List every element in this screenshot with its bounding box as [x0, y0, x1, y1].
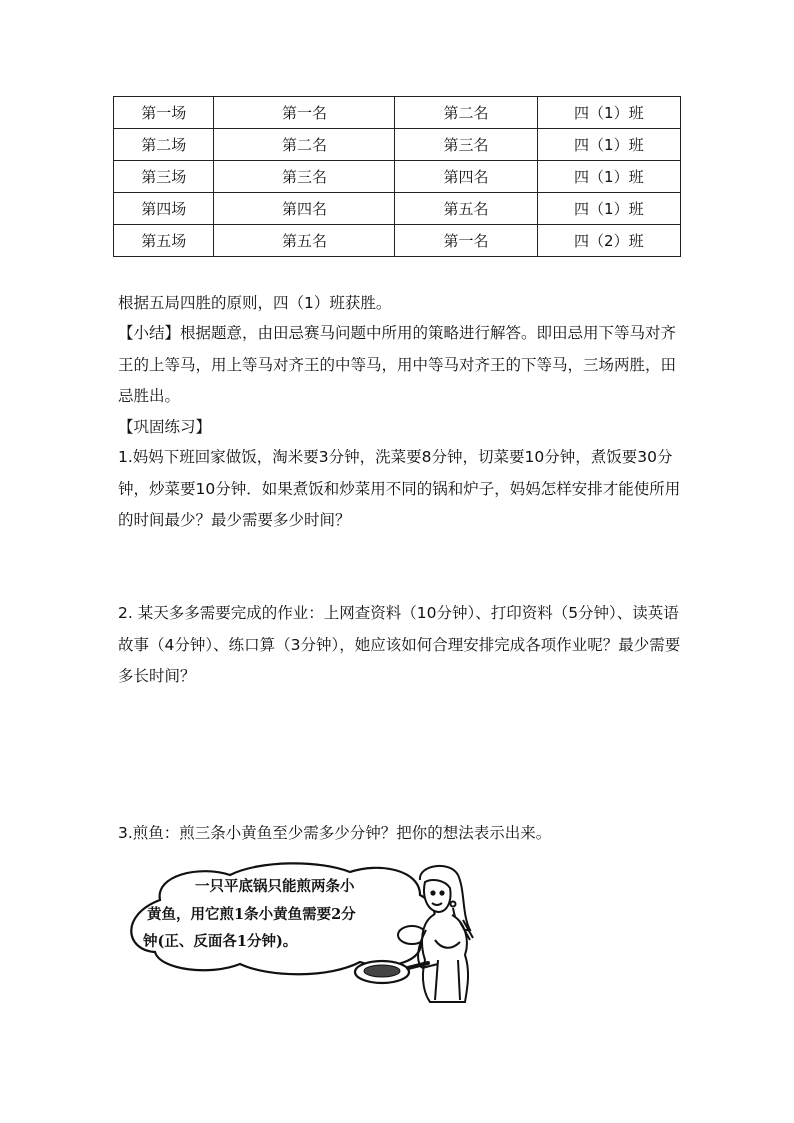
- bubble-line-3: 钟(正、反面各1分钟)。: [143, 933, 298, 950]
- table-row: [114, 225, 681, 257]
- question-1: 1.妈妈下班回家做饭，淘米要3分钟，洗菜要8分钟，切菜要10分钟，煮饭要30分钟，炒菜要10分钟．如果煮饭和炒菜用不同的锅和炉子，妈妈怎样安排才能使所用的时间最少？最少需要多少时间？: [118, 448, 681, 529]
- question-2: 2. 某天多多需要完成的作业：上网查资料（10分钟）、打印资料（5分钟）、读英语故事（4分钟）、练口算（3分钟），她应该如何合理安排完成各项作业呢？最少需要多长时间？: [118, 604, 681, 685]
- second-horse-cell: 第四名: [395, 161, 537, 193]
- table-row: [114, 129, 681, 161]
- second-horse-cell: 第三名: [395, 129, 537, 161]
- first-horse-cell: 第三名: [214, 161, 395, 193]
- match-cell: 第四场: [114, 193, 214, 225]
- bubble-line-2: 黄鱼，用它煎1条小黄鱼需要2分: [147, 906, 356, 923]
- second-horse-cell: 第一名: [395, 225, 537, 257]
- frying-pan-icon: [355, 961, 428, 983]
- winner-cell: 四（1）班: [537, 193, 680, 225]
- first-horse-cell: 第二名: [214, 129, 395, 161]
- match-cell: 第一场: [114, 97, 214, 129]
- first-horse-cell: 第五名: [214, 225, 395, 257]
- match-results-table: [113, 96, 681, 257]
- bubble-line-1: 一只平底锅只能煎两条小: [195, 878, 355, 895]
- match-cell: 第三场: [114, 161, 214, 193]
- practice-heading: 【巩固练习】: [118, 418, 212, 436]
- table-row: [114, 193, 681, 225]
- match-cell: 第五场: [114, 225, 214, 257]
- table-row: [114, 97, 681, 129]
- winner-cell: 四（1）班: [537, 97, 680, 129]
- first-horse-cell: 第四名: [214, 193, 395, 225]
- conclusion-text: 根据五局四胜的原则，四（1）班获胜。: [118, 294, 392, 312]
- match-cell: 第二场: [114, 129, 214, 161]
- woman-cook-figure: [418, 866, 473, 1002]
- question-3: 3.煎鱼：煎三条小黄鱼至少需多少分钟？把你的想法表示出来。: [118, 824, 552, 842]
- second-horse-cell: 第五名: [395, 193, 537, 225]
- summary-paragraph: 【小结】根据题意，由田忌赛马问题中所用的策略进行解答。即田忌用下等马对齐王的上等马，用上等马对齐王的中等马，用中等马对齐王的下等马，三场两胜，田忌胜出。: [118, 324, 677, 405]
- winner-cell: 四（1）班: [537, 129, 680, 161]
- second-horse-cell: 第二名: [395, 97, 537, 129]
- first-horse-cell: 第一名: [214, 97, 395, 129]
- winner-cell: 四（1）班: [537, 161, 680, 193]
- table-row: [114, 161, 681, 193]
- winner-cell: 四（2）班: [537, 225, 680, 257]
